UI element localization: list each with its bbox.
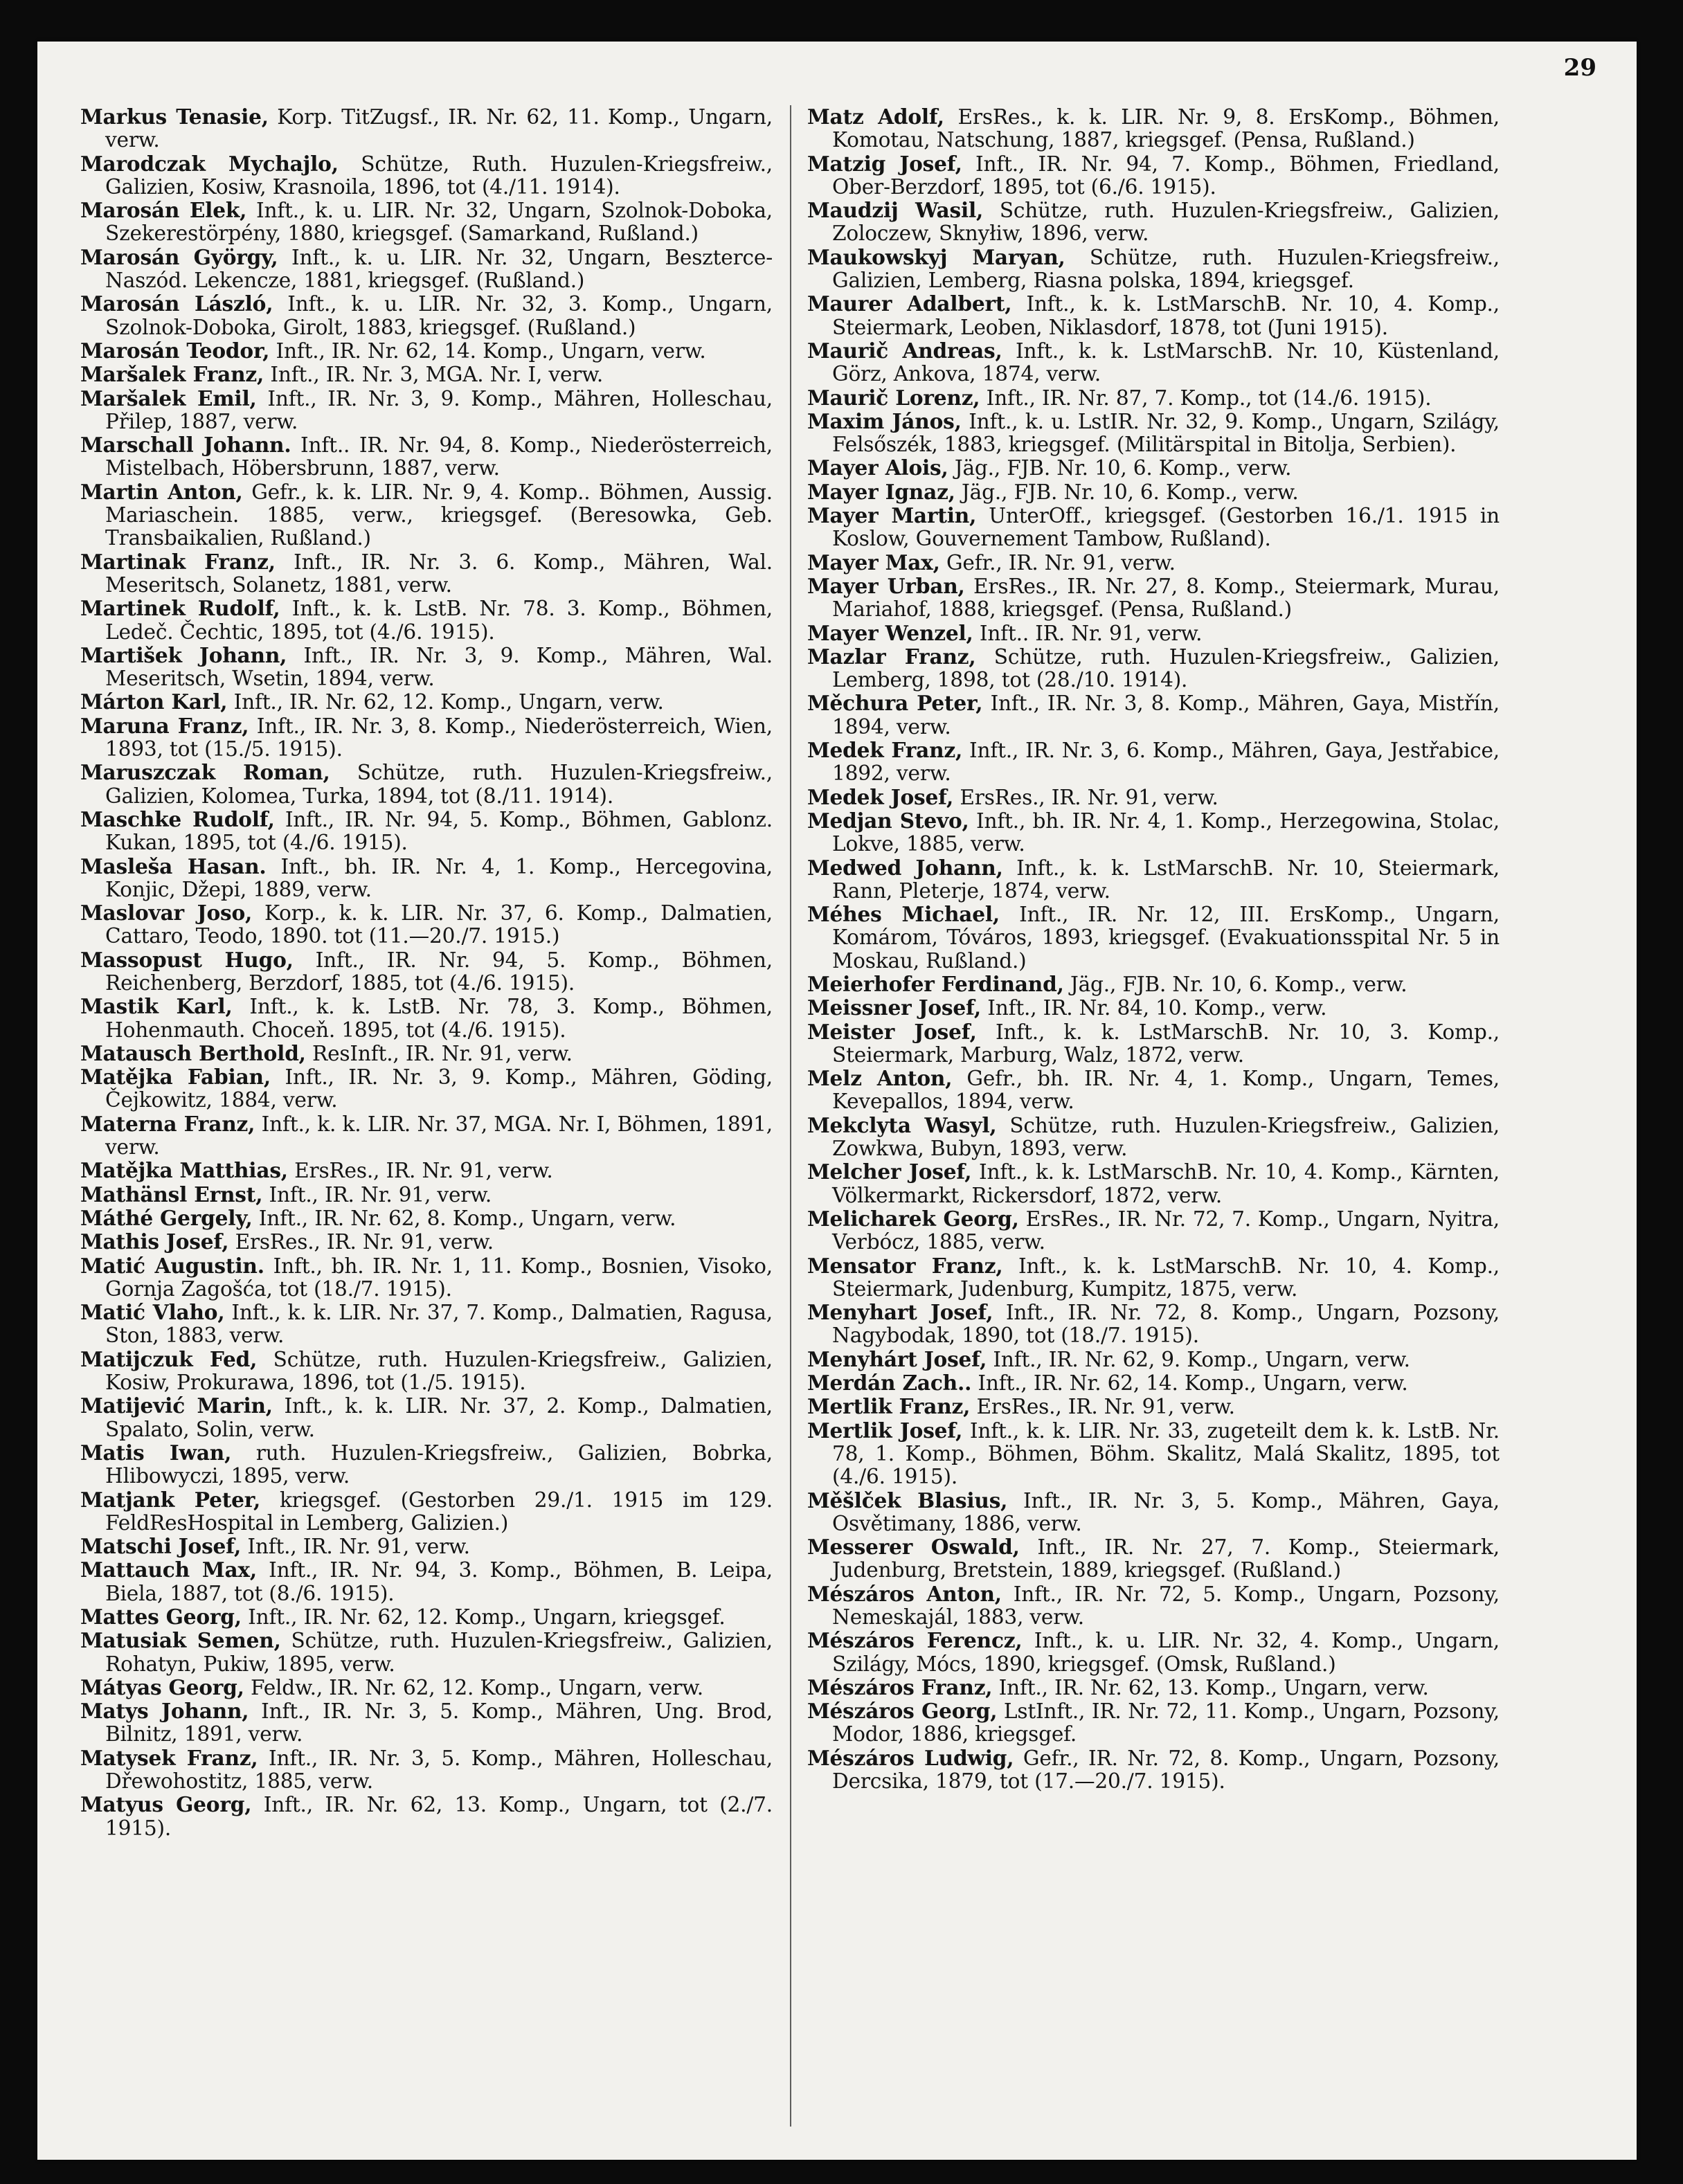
casualty-entry bbox=[80, 480, 773, 550]
entry-name: Mazlar Franz, bbox=[807, 644, 976, 669]
entry-details: Inft., IR. Nr. 94, 5. Komp., Böhmen, Reichenberg, Berzdorf, 1885, tot (4./6. 1915). bbox=[105, 948, 773, 995]
entry-name: Melz Anton, bbox=[807, 1066, 953, 1091]
entry-details: Jäg., FJB. Nr. 10, 6. Komp., verw. bbox=[1070, 972, 1407, 996]
entry-name: Marosán Teodor, bbox=[80, 338, 270, 363]
casualty-entry bbox=[80, 1605, 773, 1629]
entry-name: Matysek Franz, bbox=[80, 1745, 258, 1770]
casualty-entry bbox=[80, 1488, 773, 1535]
entry-name: Marodczak Mychajlo, bbox=[80, 151, 339, 176]
casualty-entry bbox=[807, 1348, 1500, 1371]
entry-name: Matzig Josef, bbox=[807, 151, 962, 176]
entry-name: Matschi Josef, bbox=[80, 1534, 242, 1559]
casualty-entry bbox=[80, 1348, 773, 1395]
entry-name: Maxim János, bbox=[807, 408, 962, 433]
entry-details: Schütze, ruth. Huzulen-Kriegsfreiw., Galizien, Lemberg, 1898, tot (28./10. 1914). bbox=[832, 644, 1500, 692]
entry-details: Inft., IR. Nr. 62, 9. Komp., Ungarn, verw. bbox=[993, 1347, 1410, 1371]
left-column bbox=[80, 105, 773, 1840]
entry-name: Medwed Johann, bbox=[807, 855, 1003, 880]
entry-name: Masleša Hasan. bbox=[80, 854, 267, 878]
entry-details: Schütze, ruth. Huzulen-Kriegsfreiw., Galizien, Kolomea, Turka, 1894, tot (8./11. 1914). bbox=[105, 761, 773, 808]
entry-name: Mensator Franz, bbox=[807, 1253, 1003, 1278]
entry-details: Schütze, ruth. Huzulen-Kriegsfreiw., Galizien, Zowkwa, Bubyn, 1893, verw. bbox=[832, 1113, 1500, 1161]
entry-name: Matusiak Semen, bbox=[80, 1628, 281, 1653]
casualty-entry bbox=[80, 995, 773, 1042]
entry-name: Maudzij Wasil, bbox=[807, 198, 984, 223]
entry-name: Maurič Andreas, bbox=[807, 338, 1002, 363]
casualty-entry bbox=[807, 1067, 1500, 1114]
entry-details: Feldw., IR. Nr. 62, 12. Komp., Ungarn, verw. bbox=[250, 1675, 703, 1699]
casualty-entry bbox=[80, 1629, 773, 1676]
entry-name: Mayer Alois, bbox=[807, 455, 948, 480]
entry-details: Inft.. IR. Nr. 94, 8. Komp., Niederösterreich, Mistelbach, Höbersbrunn, 1887, verw. bbox=[105, 433, 773, 480]
entry-details: ErsRes., IR. Nr. 91, verw. bbox=[976, 1395, 1235, 1419]
entry-details: Inft., k. k. LstMarschB. Nr. 10, Steiermark, Rann, Pleterje, 1874, verw. bbox=[832, 856, 1500, 903]
entry-details: ErsRes., k. k. LIR. Nr. 9, 8. ErsKomp., Böhmen, Komotau, Natschung, 1887, kriegsgef. (Pensa, Rußland.) bbox=[832, 105, 1500, 152]
entry-name: Maurer Adalbert, bbox=[807, 291, 1012, 316]
entry-name: Méhes Michael, bbox=[807, 902, 1000, 927]
entry-name: Mátyas Georg, bbox=[80, 1675, 244, 1699]
casualty-entry bbox=[807, 410, 1500, 457]
entry-details: Inft., bh. IR. Nr. 1, 11. Komp., Bosnien, Visoko, Gornja Zagošća, tot (18./7. 1915). bbox=[105, 1254, 773, 1301]
entry-details: Inft., IR. Nr. 3, 5. Komp., Mähren, Holleschau, Dřewohostitz, 1885, verw. bbox=[105, 1746, 773, 1794]
casualty-entry bbox=[807, 386, 1500, 410]
entry-details: Inft., k. u. LIR. Nr. 32, Ungarn, Beszterce-Naszód. Lekencze, 1881, kriegsgef. (Rußland.) bbox=[105, 245, 773, 293]
entry-details: Gefr., bh. IR. Nr. 4, 1. Komp., Ungarn, Temes, Kevepallos, 1894, verw. bbox=[832, 1067, 1500, 1114]
entry-name: Marosán Elek, bbox=[80, 198, 247, 223]
casualty-entry bbox=[80, 644, 773, 691]
entry-name: Marosán György, bbox=[80, 244, 278, 269]
entry-details: Gefr., IR. Nr. 91, verw. bbox=[946, 550, 1176, 575]
entry-name: Matjank Peter, bbox=[80, 1487, 261, 1512]
entry-details: Schütze, ruth. Huzulen-Kriegsfreiw., Galizien, Rohatyn, Pukiw, 1895, verw. bbox=[105, 1629, 773, 1676]
casualty-entry bbox=[80, 363, 773, 386]
entry-details: Inft., IR. Nr. 62, 14. Komp., Ungarn, verw. bbox=[978, 1371, 1408, 1396]
entry-name: Měšlček Blasius, bbox=[807, 1488, 1008, 1513]
entry-details: Inft.. IR. Nr. 91, verw. bbox=[979, 621, 1203, 645]
entry-details: Inft., IR. Nr. 3, 5. Komp., Mähren, Gaya, Osvětimany, 1886, verw. bbox=[832, 1488, 1500, 1535]
entry-details: Inft., IR. Nr. 94, 5. Komp., Böhmen, Gablonz. Kukan, 1895, tot (4./6. 1915). bbox=[105, 807, 773, 855]
casualty-entry bbox=[807, 1676, 1500, 1699]
casualty-entry bbox=[807, 199, 1500, 246]
entry-details: Inft., IR. Nr. 72, 8. Komp., Ungarn, Pozsony, Nagybodak, 1890, tot (18./7. 1915). bbox=[832, 1301, 1500, 1348]
entry-name: Melicharek Georg, bbox=[807, 1206, 1019, 1231]
entry-name: Matějka Fabian, bbox=[80, 1065, 271, 1090]
casualty-entry bbox=[80, 597, 773, 644]
entry-details: Inft., k. k. LstMarschB. Nr. 10, 4. Komp., Steiermark, Judenburg, Kumpitz, 1875, verw. bbox=[832, 1254, 1500, 1301]
casualty-entry bbox=[80, 1065, 773, 1112]
entry-name: Matějka Matthias, bbox=[80, 1158, 288, 1183]
entry-details: Inft., k. u. LIR. Nr. 32, 3. Komp., Ungarn, Szolnok-Doboka, Girolt, 1883, kriegsgef. (Rußland.) bbox=[105, 292, 773, 339]
entry-name: Mayer Max, bbox=[807, 550, 940, 575]
entry-name: Messerer Oswald, bbox=[807, 1535, 1020, 1560]
entry-name: Mastik Karl, bbox=[80, 994, 233, 1019]
casualty-entry bbox=[80, 433, 773, 480]
entry-name: Maršalek Emil, bbox=[80, 386, 257, 410]
entry-details: Inft., IR. Nr. 62, 8. Komp., Ungarn, verw. bbox=[258, 1206, 676, 1230]
entry-name: Maschke Rudolf, bbox=[80, 806, 275, 831]
casualty-entry bbox=[807, 1395, 1500, 1418]
right-column bbox=[807, 105, 1500, 1793]
entry-details: Inft., IR. Nr. 91, verw. bbox=[247, 1535, 470, 1559]
casualty-entry bbox=[80, 152, 773, 199]
entry-name: Mayer Ignaz, bbox=[807, 479, 955, 504]
casualty-entry bbox=[807, 152, 1500, 199]
entry-name: Menyhart Josef, bbox=[807, 1300, 993, 1325]
entry-details: Jäg., FJB. Nr. 10, 6. Komp., verw. bbox=[962, 480, 1299, 504]
casualty-entry bbox=[807, 575, 1500, 622]
casualty-entry bbox=[807, 856, 1500, 903]
entry-details: Inft., k. u. LIR. Nr. 32, 4. Komp., Ungarn, Szilágy, Mócs, 1890, kriegsgef. (Omsk, Rußland.) bbox=[832, 1629, 1500, 1676]
entry-details: Inft., IR. Nr. 3, 9. Komp., Mähren, Göding, Čejkowitz, 1884, verw. bbox=[105, 1065, 773, 1112]
entry-details: Inft., IR. Nr. 62, 14. Komp., Ungarn, verw. bbox=[276, 339, 706, 363]
casualty-entry bbox=[807, 339, 1500, 386]
casualty-entry bbox=[807, 809, 1500, 856]
casualty-entry bbox=[80, 1441, 773, 1488]
entry-details: ResInft., IR. Nr. 91, verw. bbox=[312, 1041, 573, 1065]
casualty-entry bbox=[807, 622, 1500, 645]
column-divider bbox=[790, 105, 791, 2127]
entry-details: Schütze, Ruth. Huzulen-Kriegsfreiw., Galizien, Kosiw, Krasnoila, 1896, tot (4./11. 1914). bbox=[105, 152, 773, 199]
entry-details: ErsRes., IR. Nr. 91, verw. bbox=[960, 785, 1218, 809]
casualty-entry bbox=[80, 387, 773, 434]
casualty-entry bbox=[80, 690, 773, 714]
entry-name: Mathänsl Ernst, bbox=[80, 1182, 263, 1207]
casualty-entry bbox=[807, 1254, 1500, 1301]
entry-details: ErsRes., IR. Nr. 91, verw. bbox=[235, 1230, 494, 1254]
page-number: 29 bbox=[1563, 54, 1596, 82]
entry-details: Gefr., IR. Nr. 72, 8. Komp., Ungarn, Pozsony, Dercsika, 1879, tot (17.—20./7. 1915). bbox=[832, 1746, 1500, 1794]
entry-details: Inft., IR. Nr. 3, 6. Komp., Mähren, Gaya, Jestřabice, 1892, verw. bbox=[832, 739, 1500, 786]
casualty-entry bbox=[80, 1207, 773, 1230]
casualty-entry bbox=[80, 1793, 773, 1840]
casualty-entry bbox=[80, 901, 773, 948]
casualty-entry bbox=[80, 1699, 773, 1747]
casualty-entry bbox=[80, 1042, 773, 1065]
entry-details: UnterOff., kriegsgef. (Gestorben 16./1. 1915 in Koslow, Gouvernement Tambow, Rußland). bbox=[832, 504, 1500, 551]
entry-details: Schütze, ruth. Huzulen-Kriegsfreiw., Galizien, Zoloczew, Sknyłiw, 1896, verw. bbox=[832, 199, 1500, 246]
casualty-entry bbox=[807, 1535, 1500, 1582]
entry-details: Gefr., k. k. LIR. Nr. 9, 4. Komp.. Böhmen, Aussig. Mariaschein. 1885, verw., kriegsgef. (Beresowka, Geb. Transbaikalien, Rußland.) bbox=[105, 480, 773, 550]
casualty-entry bbox=[80, 1159, 773, 1182]
casualty-entry bbox=[807, 1207, 1500, 1254]
entry-details: Inft., k. k. LIR. Nr. 37, MGA. Nr. I, Böhmen, 1891, verw. bbox=[105, 1112, 773, 1159]
entry-details: Inft., k. k. LstMarschB. Nr. 10, 3. Komp., Steiermark, Marburg, Walz, 1872, verw. bbox=[832, 1020, 1500, 1067]
entry-name: Mészáros Ludwig, bbox=[807, 1745, 1014, 1770]
entry-name: Matyus Georg, bbox=[80, 1792, 252, 1817]
entry-name: Maukowskyj Maryan, bbox=[807, 244, 1065, 269]
casualty-entry bbox=[807, 973, 1500, 996]
entry-name: Matijczuk Fed, bbox=[80, 1346, 258, 1371]
entry-name: Maurič Lorenz, bbox=[807, 385, 980, 410]
entry-name: Mattes Georg, bbox=[80, 1605, 242, 1629]
casualty-entry bbox=[807, 1699, 1500, 1747]
entry-details: Inft., k. k. LIR. Nr. 33, zugeteilt dem k. k. LstB. Nr. 78, 1. Komp., Böhmen, Böhm. Skalitz, Malá Skalitz, 1895, tot (4./6. 1915). bbox=[832, 1418, 1500, 1489]
entry-details: Inft., k. k. LstMarschB. Nr. 10, 4. Komp., Kärnten, Völkermarkt, Rickersdorf, 1872, verw. bbox=[832, 1160, 1500, 1207]
entry-details: LstInft., IR. Nr. 72, 11. Komp., Ungarn, Pozsony, Modor, 1886, kriegsgef. bbox=[832, 1699, 1500, 1747]
entry-details: Inft., k. k. LstMarschB. Nr. 10, Küstenland, Görz, Ankova, 1874, verw. bbox=[832, 339, 1500, 386]
casualty-entry bbox=[807, 1114, 1500, 1161]
casualty-entry bbox=[80, 246, 773, 293]
casualty-entry bbox=[807, 504, 1500, 551]
entry-name: Meissner Josef, bbox=[807, 995, 982, 1020]
entry-details: ErsRes., IR. Nr. 91, verw. bbox=[294, 1159, 553, 1183]
casualty-entry bbox=[80, 550, 773, 597]
entry-details: Inft., IR. Nr. 27, 7. Komp., Steiermark, Judenburg, Bretstein, 1889, kriegsgef. (Rußland.) bbox=[832, 1535, 1500, 1582]
casualty-entry bbox=[807, 1582, 1500, 1630]
entry-details: Inft., k. k. LstB. Nr. 78. 3. Komp., Böhmen, Ledeč. Čechtic, 1895, tot (4./6. 1915). bbox=[105, 597, 773, 644]
entry-details: Schütze, ruth. Huzulen-Kriegsfreiw., Galizien, Lemberg, Riasna polska, 1894, kriegsgef. bbox=[832, 245, 1500, 293]
entry-name: Meister Josef, bbox=[807, 1019, 977, 1044]
casualty-entry bbox=[80, 339, 773, 363]
entry-details: Inft., k. k. LIR. Nr. 37, 2. Komp., Dalmatien, Spalato, Solin, verw. bbox=[105, 1394, 773, 1441]
document-page bbox=[37, 42, 1637, 2160]
casualty-entry bbox=[807, 292, 1500, 339]
casualty-entry bbox=[807, 246, 1500, 293]
entry-name: Martišek Johann, bbox=[80, 642, 287, 667]
entry-details: Inft., IR. Nr. 3, 8. Komp., Niederösterreich, Wien, 1893, tot (15./5. 1915). bbox=[105, 714, 773, 761]
entry-details: Inft., IR. Nr. 94, 7. Komp., Böhmen, Friedland, Ober-Berzdorf, 1895, tot (6./6. 1915). bbox=[832, 152, 1500, 199]
entry-name: Markus Tenasie, bbox=[80, 105, 269, 129]
casualty-entry bbox=[80, 105, 773, 152]
entry-details: Inft., k. k. LIR. Nr. 37, 7. Komp., Dalmatien, Ragusa, Ston, 1883, verw. bbox=[105, 1301, 773, 1348]
entry-details: Korp. TitZugsf., IR. Nr. 62, 11. Komp., Ungarn, verw. bbox=[105, 105, 773, 152]
entry-name: Marosán László, bbox=[80, 291, 273, 316]
entry-name: Massopust Hugo, bbox=[80, 947, 294, 972]
entry-details: Jäg., FJB. Nr. 10, 6. Komp., verw. bbox=[954, 456, 1292, 480]
casualty-entry bbox=[80, 948, 773, 995]
casualty-entry bbox=[80, 292, 773, 339]
entry-name: Martin Anton, bbox=[80, 479, 243, 504]
entry-name: Mészáros Georg, bbox=[807, 1699, 998, 1724]
casualty-entry bbox=[80, 1747, 773, 1794]
entry-name: Medjan Stevo, bbox=[807, 808, 969, 833]
entry-name: Martinak Franz, bbox=[80, 549, 276, 574]
entry-details: Inft., IR. Nr. 3, 5. Komp., Mähren, Ung. Brod, Bilnitz, 1891, verw. bbox=[105, 1699, 773, 1747]
casualty-entry bbox=[80, 1558, 773, 1605]
entry-name: Mészáros Ferencz, bbox=[807, 1628, 1023, 1653]
entry-details: ErsRes., IR. Nr. 72, 7. Komp., Ungarn, Nyitra, Verbócz, 1885, verw. bbox=[832, 1207, 1500, 1254]
casualty-entry bbox=[807, 1160, 1500, 1207]
casualty-entry bbox=[80, 199, 773, 246]
entry-details: Inft., IR. Nr. 3, 9. Komp., Mähren, Wal. Meseritsch, Wsetin, 1894, verw. bbox=[105, 643, 773, 691]
entry-name: Mertlik Franz, bbox=[807, 1394, 971, 1419]
entry-name: Meierhofer Ferdinand, bbox=[807, 971, 1064, 996]
casualty-entry bbox=[807, 480, 1500, 504]
entry-name: Měchura Peter, bbox=[807, 691, 983, 716]
casualty-entry bbox=[807, 1489, 1500, 1536]
entry-name: Mayer Urban, bbox=[807, 573, 965, 598]
entry-details: ruth. Huzulen-Kriegsfreiw., Galizien, Bobrka, Hlibowyczi, 1895, verw. bbox=[105, 1441, 773, 1488]
casualty-entry bbox=[80, 1676, 773, 1699]
entry-name: Mekclyta Wasyl, bbox=[807, 1112, 997, 1137]
entry-name: Matausch Berthold, bbox=[80, 1040, 306, 1065]
entry-name: Márton Karl, bbox=[80, 689, 228, 714]
entry-name: Mertlik Josef, bbox=[807, 1418, 963, 1443]
casualty-entry bbox=[807, 996, 1500, 1020]
casualty-entry bbox=[80, 808, 773, 855]
entry-name: Materna Franz, bbox=[80, 1111, 255, 1136]
entry-details: Inft., IR. Nr. 62, 13. Komp., Ungarn, verw. bbox=[998, 1675, 1429, 1699]
entry-name: Maruna Franz, bbox=[80, 713, 249, 738]
casualty-entry bbox=[807, 1629, 1500, 1676]
entry-name: Melcher Josef, bbox=[807, 1159, 972, 1184]
entry-name: Matijević Marin, bbox=[80, 1393, 273, 1418]
entry-name: Mayer Wenzel, bbox=[807, 620, 973, 645]
entry-name: Maršalek Franz, bbox=[80, 362, 264, 387]
entry-details: Korp., k. k. LIR. Nr. 37, 6. Komp., Dalmatien, Cattaro, Teodo, 1890. tot (11.—20./7. 1915.) bbox=[105, 901, 773, 948]
casualty-entry bbox=[80, 714, 773, 761]
entry-details: Inft., IR. Nr. 3, 9. Komp., Mähren, Holleschau, Přilep, 1887, verw. bbox=[105, 386, 773, 433]
entry-name: Mayer Martin, bbox=[807, 503, 977, 528]
casualty-entry bbox=[807, 1419, 1500, 1489]
entry-details: Inft., IR. Nr. 62, 12. Komp., Ungarn, verw. bbox=[233, 690, 664, 714]
entry-details: Inft., k. u. LIR. Nr. 32, Ungarn, Szolnok-Doboka, Szekerestörpény, 1880, kriegsgef. (Samarkand, Rußland.) bbox=[105, 199, 773, 246]
entry-details: Inft., bh. IR. Nr. 4, 1. Komp., Hercegovina, Konjic, Džepi, 1889, verw. bbox=[105, 854, 773, 901]
casualty-entry bbox=[807, 645, 1500, 692]
entry-details: Inft., IR. Nr. 12, III. ErsKomp., Ungarn, Komárom, Tóváros, 1893, kriegsgef. (Evakuationsspital Nr. 5 in Moskau, Rußland.) bbox=[832, 903, 1500, 973]
entry-details: Inft., IR. Nr. 94, 3. Komp., Böhmen, B. Leipa, Biela, 1887, tot (8./6. 1915). bbox=[105, 1558, 773, 1605]
casualty-entry bbox=[807, 105, 1500, 152]
entry-details: Inft., bh. IR. Nr. 4, 1. Komp., Herzegowina, Stolac, Lokve, 1885, verw. bbox=[832, 809, 1500, 856]
casualty-entry bbox=[80, 761, 773, 808]
entry-details: Inft., IR. Nr. 3, 8. Komp., Mähren, Gaya, Mistřín, 1894, verw. bbox=[832, 692, 1500, 739]
entry-name: Medek Franz, bbox=[807, 738, 963, 763]
entry-details: Inft., IR. Nr. 3, MGA. Nr. I, verw. bbox=[270, 363, 604, 387]
casualty-entry bbox=[80, 1301, 773, 1348]
entry-name: Medek Josef, bbox=[807, 784, 954, 809]
casualty-entry bbox=[80, 1254, 773, 1301]
entry-details: Inft., IR. Nr. 84, 10. Komp., verw. bbox=[987, 996, 1327, 1020]
casualty-entry bbox=[80, 1230, 773, 1254]
entry-name: Máthé Gergely, bbox=[80, 1205, 253, 1230]
entry-details: Inft., IR. Nr. 91, verw. bbox=[269, 1182, 492, 1207]
entry-name: Matić Vlaho, bbox=[80, 1300, 225, 1325]
entry-details: ErsRes., IR. Nr. 27, 8. Komp., Steiermark, Murau, Mariahof, 1888, kriegsgef. (Pensa, Rußland.) bbox=[832, 574, 1500, 622]
casualty-entry bbox=[807, 1301, 1500, 1348]
casualty-entry bbox=[80, 1394, 773, 1441]
entry-name: Mészáros Franz, bbox=[807, 1675, 993, 1699]
entry-name: Martinek Rudolf, bbox=[80, 596, 280, 621]
entry-details: Inft., IR. Nr. 62, 13. Komp., Ungarn, tot (2./7. 1915). bbox=[105, 1793, 773, 1840]
casualty-entry bbox=[80, 1112, 773, 1159]
casualty-entry bbox=[807, 456, 1500, 480]
entry-name: Mattauch Max, bbox=[80, 1558, 257, 1582]
casualty-entry bbox=[807, 1371, 1500, 1395]
entry-details: Inft., k. k. LstB. Nr. 78, 3. Komp., Böhmen, Hohenmauth. Choceň. 1895, tot (4./6. 1915). bbox=[105, 995, 773, 1042]
casualty-entry bbox=[807, 1020, 1500, 1067]
entry-name: Matys Johann, bbox=[80, 1699, 249, 1724]
casualty-entry bbox=[807, 1747, 1500, 1794]
entry-name: Maslovar Joso, bbox=[80, 901, 253, 926]
entry-details: Inft., IR. Nr. 87, 7. Komp., tot (14./6. 1915). bbox=[986, 386, 1432, 410]
entry-details: Inft., IR. Nr. 3. 6. Komp., Mähren, Wal. Meseritsch, Solanetz, 1881, verw. bbox=[105, 550, 773, 597]
entry-name: Merdán Zach.. bbox=[807, 1371, 972, 1396]
casualty-entry bbox=[807, 692, 1500, 739]
casualty-entry bbox=[807, 786, 1500, 809]
entry-name: Matz Adolf, bbox=[807, 105, 944, 129]
casualty-entry bbox=[80, 1535, 773, 1558]
entry-name: Mészáros Anton, bbox=[807, 1581, 1002, 1606]
entry-details: kriegsgef. (Gestorben 29./1. 1915 im 129. FeldResHospital in Lemberg, Galizien.) bbox=[105, 1488, 773, 1535]
entry-details: Inft., k. u. LstIR. Nr. 32, 9. Komp., Ungarn, Szilágy, Felsőszék, 1883, kriegsgef. (Militärspital in Bitolja, Serbien). bbox=[832, 409, 1500, 457]
entry-name: Menyhárt Josef, bbox=[807, 1346, 987, 1371]
entry-name: Mathis Josef, bbox=[80, 1229, 229, 1254]
casualty-entry bbox=[80, 855, 773, 902]
entry-name: Matis Iwan, bbox=[80, 1440, 232, 1465]
entry-details: Inft., k. k. LstMarschB. Nr. 10, 4. Komp., Steiermark, Leoben, Niklasdorf, 1878, tot (Juni 1915). bbox=[832, 292, 1500, 339]
entry-details: Inft., IR. Nr. 72, 5. Komp., Ungarn, Pozsony, Nemeskajál, 1883, verw. bbox=[832, 1582, 1500, 1629]
entry-details: Schütze, ruth. Huzulen-Kriegsfreiw., Galizien, Kosiw, Prokurawa, 1896, tot (1./5. 1915). bbox=[105, 1347, 773, 1395]
entry-details: Inft., IR. Nr. 62, 12. Komp., Ungarn, kriegsgef. bbox=[248, 1605, 726, 1629]
casualty-entry bbox=[807, 739, 1500, 786]
entry-name: Maruszczak Roman, bbox=[80, 760, 330, 785]
casualty-entry bbox=[807, 551, 1500, 575]
entry-name: Marschall Johann. bbox=[80, 433, 291, 458]
casualty-entry bbox=[807, 903, 1500, 973]
entry-name: Matić Augustin. bbox=[80, 1253, 264, 1278]
casualty-entry bbox=[80, 1183, 773, 1207]
